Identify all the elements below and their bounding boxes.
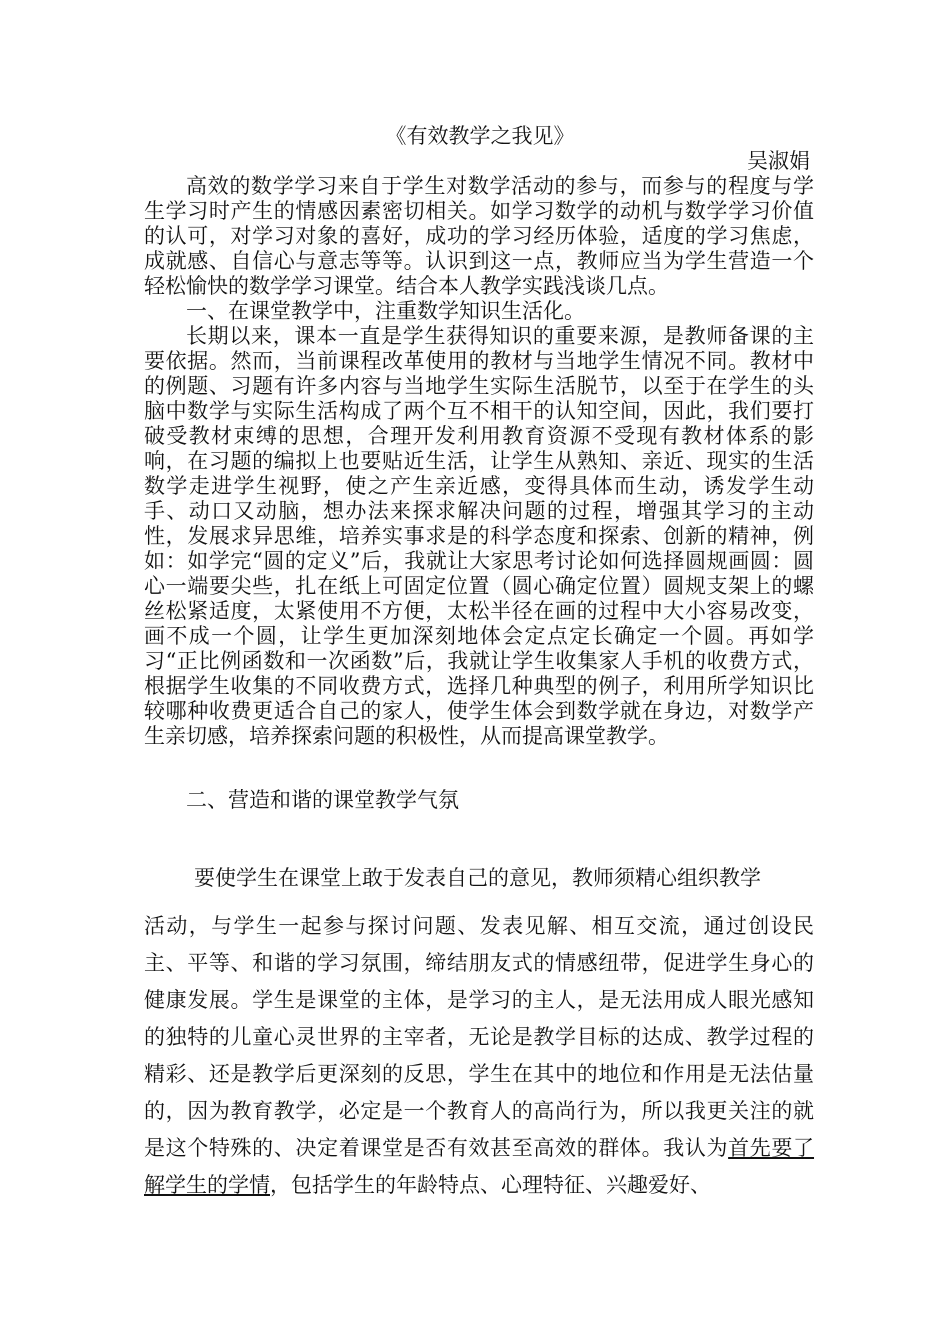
heading-two: 二、营造和谐的课堂教学气氛 [186,788,459,812]
paragraph-two-first-line: 要使学生在课堂上敢于发表自己的意见，教师须精心组织教学 [194,866,761,890]
section-one [144,174,814,749]
paragraph-two-tail: ，包括学生的年龄特点、心理特征、兴趣爱好、 [270,1173,711,1197]
underlined-phrase: 首先要了解学生的学情 [144,1136,815,1197]
paragraph-two-text: 活动，与学生一起参与探讨问题、发表见解、相互交流，通过创设民主、平等、和谐的学习氛围，缔结朋友式的情感纽带，促进学生身心的健康发展。学生是课堂的主体，是学习的主人，是无法用成人眼光感知的独特的儿童心灵世界的主宰者，无论是教学目标的达成、教学过程的精彩、还是教学后更深刻的反思，学生在其中的地位和作用是无法估量的，因为教育教学，必定是一个教育人的高尚行为，所以我更关注的就是这个特殊的、决定着课堂是否有效甚至高效的群体。我认为 [144,914,814,1160]
heading-one: 一、在课堂教学中，注重数学知识生活化。 [186,299,585,323]
paragraph-two-body [144,908,814,1204]
paragraph-one: 长期以来，课本一直是学生获得知识的重要来源，是教师备课的主要依据。然而，当前课程改革使用的教材与当地学生情况不同。教材中的例题、习题有许多内容与当地学生实际生活脱节，以至于在学生的头脑中数学与实际生活构成了两个互不相干的认知空间，因此，我们要打破受教材束缚的思想，合理开发利用教育资源不受现有教材体系的影响，在习题的编拟上也要贴近生活，让学生从熟知、亲近、现实的生活数学走进学生视野，使之产生亲近感，变得具体而生动，诱发学生动手、动口又动脑，想办法来探求解决问题的过程，增强其学习的主动性，发展求异思维，培养实事求是的科学态度和探索、创新的精神，例如：如学完“圆的定义”后，我就让大家思考讨论如何选择圆规画圆：圆心一端要尖些，扎在纸上可固定位置（圆心确定位置）圆规支架上的螺丝松紧适度，太紧使用不方便，太松半径在画的过程中大小容易改变，画不成一个圆，让学生更加深刻地体会定点定长确定一个圆。再如学习“正比例函数和一次函数”后，我就让学生收集家人手机的收费方式，根据学生收集的不同收费方式，选择几种典型的例子，利用所学知识比较哪种收费更适合自己的家人，使学生体会到数学就在身边，对数学产生亲切感，培养探索问题的积极性，从而提高课堂教学。 [144,324,814,748]
intro-paragraph: 高效的数学学习来自于学生对数学活动的参与，而参与的程度与学生学习时产生的情感因素密切相关。如学习数学的动机与数学学习价值的认可，对学习对象的喜好，成功的学习经历体验，适度的学习焦虑，成就感、自信心与意志等等。认识到这一点，教师应当为学生营造一个轻松愉快的数学学习课堂。结合本人教学实践浅谈几点。 [144,174,814,298]
author-name: 吴淑娟 [747,149,810,173]
section-two [144,784,814,1204]
document-title: 《有效教学之我见》 [385,124,575,148]
